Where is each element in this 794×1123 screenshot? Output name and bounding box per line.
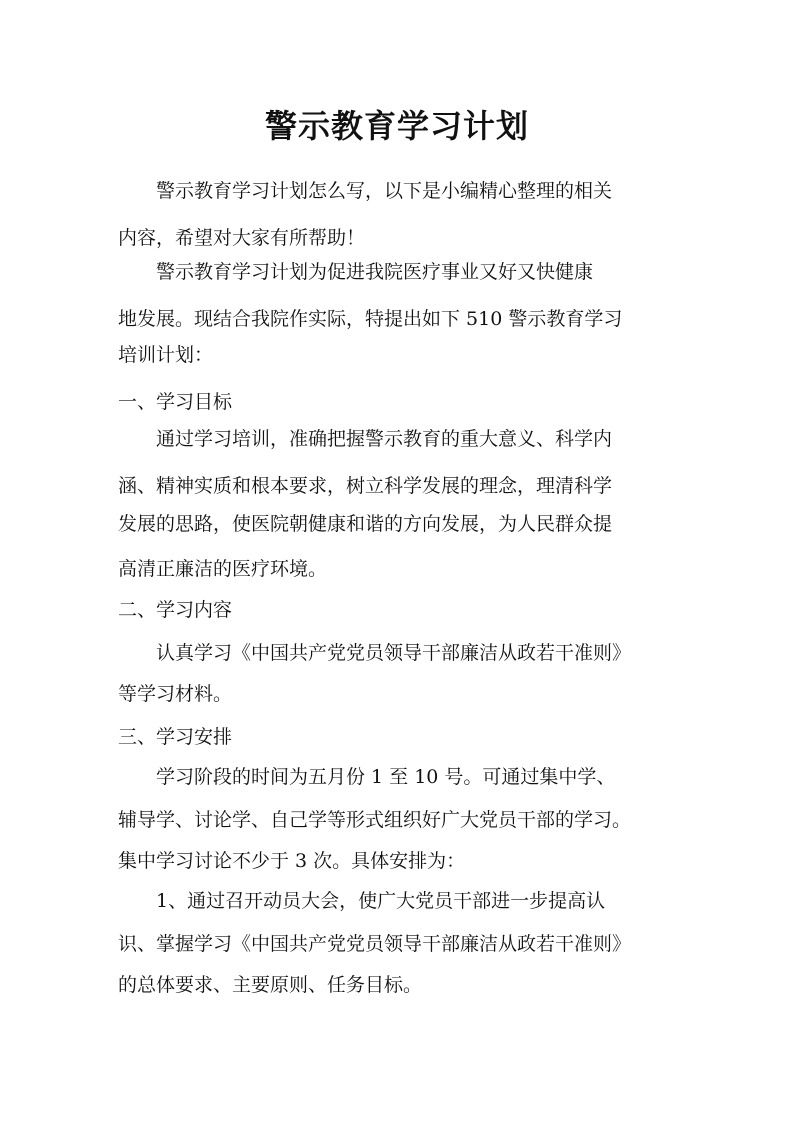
text-line: 通过学习培训，准确把握警示教育的重大意义、科学内 (118, 428, 613, 450)
text-line: 学习阶段的时间为五月份 1 至 10 号。可通过集中学、 (118, 766, 616, 788)
text-line: 辅导学、讨论学、自己学等形式组织好广大党员干部的学习。 (118, 809, 632, 831)
text-line: 培训计划： (118, 344, 214, 366)
text-line: 涵、精神实质和根本要求，树立科学发展的理念，理清科学 (118, 475, 613, 497)
text-line: 警示教育学习计划为促进我院医疗事业又好又快健康 (118, 261, 594, 283)
section-heading: 三、学习安排 (118, 726, 233, 748)
text-line: 警示教育学习计划怎么写，以下是小编精心整理的相关 (118, 180, 613, 202)
text-line: 高清正廉洁的医疗环境。 (118, 558, 328, 580)
text-line: 的总体要求、主要原则、任务目标。 (118, 974, 423, 996)
section-heading: 一、学习目标 (118, 391, 233, 413)
text-line: 1、通过召开动员大会，使广大党员干部进一步提高认 (118, 890, 606, 912)
text-line: 内容，希望对大家有所帮助！ (118, 227, 366, 249)
section-heading: 二、学习内容 (118, 599, 233, 621)
text-line: 集中学习讨论不少于 3 次。具体安排为： (118, 850, 466, 872)
text-line: 等学习材料。 (118, 683, 233, 705)
text-line: 识、掌握学习《中国共产党党员领导干部廉洁从政若干准则》 (118, 933, 632, 955)
text-line: 地发展。现结合我院作实际，特提出如下 510 警示教育学习 (118, 308, 623, 330)
text-line: 发展的思路，使医院朝健康和谐的方向发展，为人民群众提 (118, 513, 613, 535)
document-title: 警示教育学习计划 (264, 107, 529, 145)
text-line: 认真学习《中国共产党党员领导干部廉洁从政若干准则》 (118, 642, 632, 664)
